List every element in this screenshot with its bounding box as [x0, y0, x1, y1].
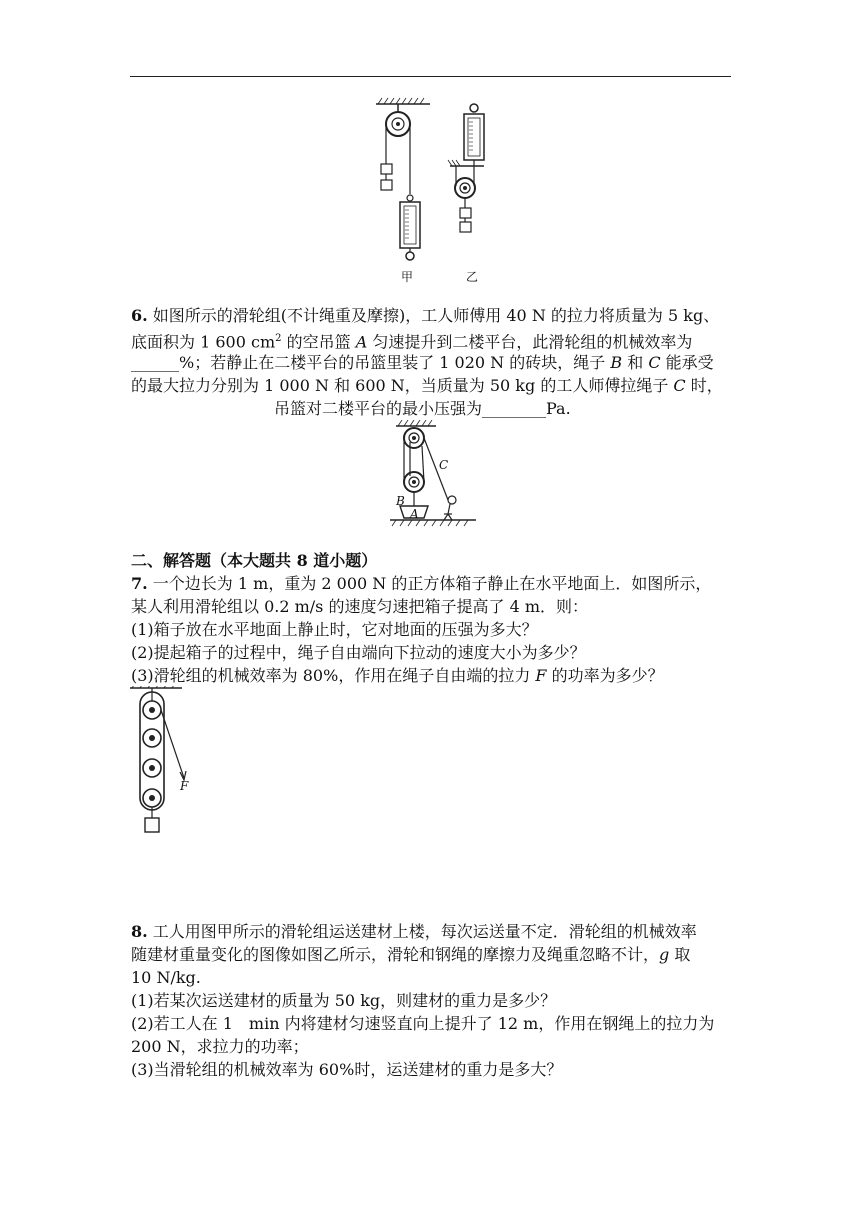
q7-pulley-figure	[126, 686, 206, 836]
q6-line-1: 6. 如图所示的滑轮组(不计绳重及摩擦)，工人师傅用 40 N 的拉力将质量为 5 kg、	[131, 306, 720, 325]
q8-line-2: 随建材重量变化的图像如图乙所示，滑轮和钢绳的摩擦力及绳重忽略不计，g 取	[131, 945, 691, 964]
q8-item-3: (3)当滑轮组的机械效率为 60%时，运送建材的重力是多大？	[131, 1060, 563, 1079]
q8-item-1: (1)若某次运送建材的质量为 50 kg，则建材的重力是多少？	[131, 991, 557, 1010]
q7-item-1: (1)箱子放在水平地面上静止时，它对地面的压强为多大？	[131, 620, 538, 639]
q6-line-4: 的最大拉力分别为 1 000 N 和 600 N，当质量为 50 kg 的工人师傅拉绳子 C 时，	[131, 376, 723, 395]
figure-label-yi: 乙	[466, 270, 479, 284]
q8-line-3: 10 N/kg.	[131, 968, 201, 987]
pulley-spring-scale-figure	[370, 96, 500, 286]
q6-line-3: ______%；若静止在二楼平台的吊篮里装了 1 020 N 的砖块，绳子 B 和 C 能承受	[131, 353, 714, 372]
q6-pulley-figure	[386, 420, 486, 530]
q7-label-F: F	[180, 779, 189, 793]
q7-number: 7.	[131, 574, 148, 593]
q6-line-5: 吊篮对二楼平台的最小压强为________Pa.	[274, 399, 571, 418]
q6-line-2: 底面积为 1 600 $cm^2$ 的空吊篮 A 匀速提升到二楼平台，此滑轮组的机械效率为	[131, 332, 693, 352]
q7-item-3: (3)滑轮组的机械效率为 80%，作用在绳子自由端的拉力 F 的功率为多少？	[131, 666, 664, 685]
q7-item-2: (2)提起箱子的过程中，绳子自由端向下拉动的速度大小为多少？	[131, 643, 586, 662]
header-rule	[130, 76, 731, 77]
q8-line-1: 8. 工人用图甲所示的滑轮组运送建材上楼，每次运送量不定．滑轮组的机械效率	[131, 922, 697, 941]
q7-line-1: 7. 一个边长为 1 m，重为 2 000 N 的正方体箱子静止在水平地面上．如图所示，	[131, 574, 712, 593]
q7-line-2: 某人利用滑轮组以 0.2 m/s 的速度匀速把箱子提高了 4 m．则：	[131, 597, 589, 616]
q6-label-B: B	[396, 494, 405, 508]
q6-label-C: C	[439, 458, 449, 472]
figure-label-jia: 甲	[401, 270, 414, 284]
q6-label-A: A	[410, 507, 419, 521]
section-2-title: 二、解答题（本大题共 8 道小题）	[131, 551, 378, 570]
q8-number: 8.	[131, 922, 148, 941]
q8-item-2-cont: 200 N，求拉力的功率；	[131, 1037, 309, 1056]
q6-number: 6.	[131, 306, 148, 325]
q8-item-2: (2)若工人在 1 min 内将建材匀速竖直向上提升了 12 m，作用在钢绳上的拉力为	[131, 1014, 715, 1033]
